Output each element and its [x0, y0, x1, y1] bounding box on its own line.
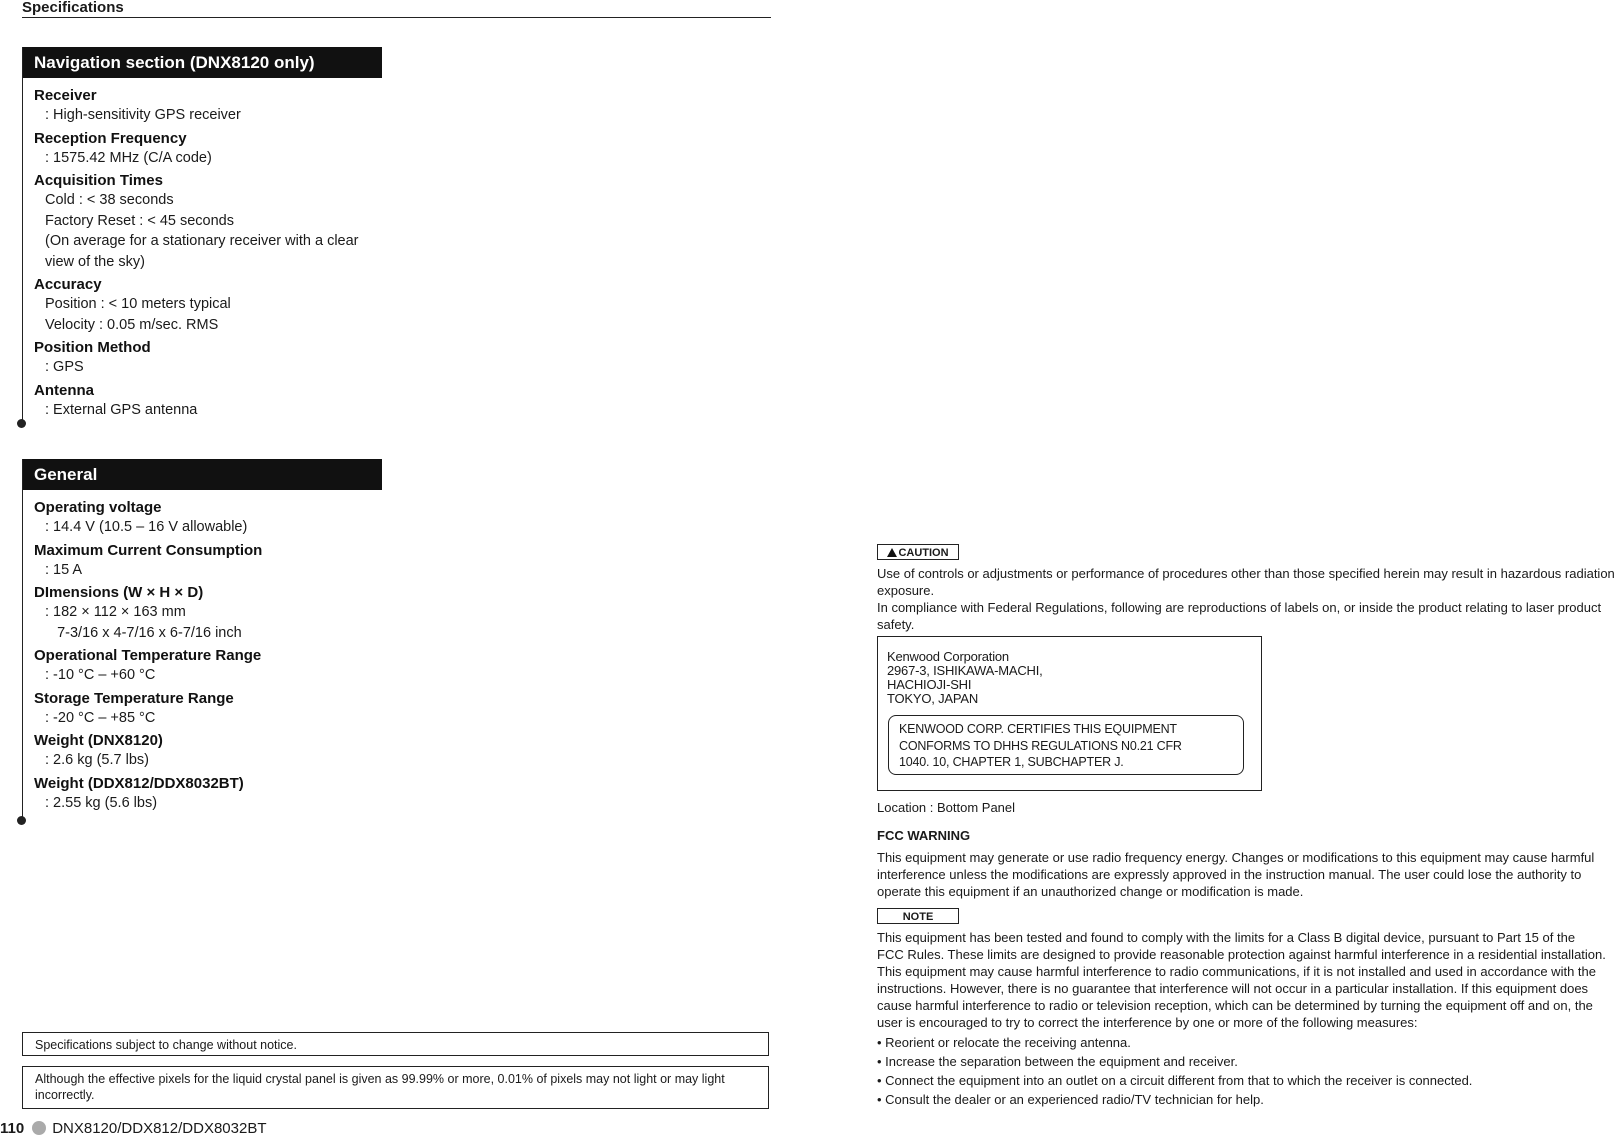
spec-item	[34, 646, 382, 686]
note-paragraph	[877, 929, 1623, 1031]
caution-line: safety.	[877, 617, 915, 632]
spec-label: Maximum Current Consumption	[34, 541, 263, 559]
text-line: user is encouraged to try to correct the interference by one or more of the following measures:	[877, 1015, 1418, 1030]
spec-label: Accuracy	[34, 276, 102, 293]
section-end-dot	[17, 816, 26, 825]
pixel-notice-box	[22, 1066, 769, 1109]
pixel-notice-line: Although the effective pixels for the liquid crystal panel is given as 99.99% or more, 0.01% of pixels may not light or may light	[35, 1072, 725, 1086]
general-spec-list	[22, 490, 382, 813]
spec-label: Position Method	[34, 339, 151, 356]
spec-value: : 14.4 V (10.5 – 16 V allowable)	[45, 519, 248, 535]
spec-item	[34, 498, 382, 538]
page-footer	[0, 1120, 266, 1138]
spec-label: Reception Frequency	[34, 129, 187, 147]
spec-item	[34, 338, 382, 378]
text-line: instructions. However, there is no guarantee that interference will not occur in a particular installation. If this equipment does	[877, 981, 1589, 996]
spec-label: Weight (DDX812/DDX8032BT)	[34, 774, 244, 792]
section-end-dot	[17, 419, 26, 428]
spec-item	[34, 731, 382, 771]
spec-value: : 182 × 112 × 163 mm	[45, 604, 186, 620]
spec-value: : 15 A	[45, 561, 83, 578]
pixel-notice-line: incorrectly.	[35, 1088, 95, 1102]
change-notice-text: Specifications subject to change without notice.	[35, 1038, 297, 1052]
spec-item	[34, 541, 382, 581]
spec-value: Position : < 10 meters typical	[45, 296, 231, 312]
note-text	[877, 929, 1623, 1110]
label-location: Location : Bottom Panel	[877, 800, 1016, 815]
spec-value: : -20 °C – +85 °C	[45, 709, 156, 726]
caution-line: In compliance with Federal Regulations, following are reproductions of labels on, or inside the product relating to laser product	[877, 600, 1602, 615]
footer-models: DNX8120/DDX812/DDX8032BT	[52, 1120, 267, 1137]
spec-item	[34, 275, 382, 335]
text-line: • Increase the separation between the equipment and receiver.	[877, 1054, 1238, 1069]
spec-item	[34, 86, 382, 126]
caution-tag	[877, 544, 959, 560]
certification-line: 1040. 10, CHAPTER 1, SUBCHAPTER J.	[899, 755, 1124, 769]
text-line: • Consult the dealer or an experienced radio/TV technician for help.	[877, 1092, 1264, 1107]
spec-label: Antenna	[34, 381, 94, 399]
spec-item	[34, 129, 382, 169]
section-rule	[22, 459, 23, 821]
spec-value: : 2.6 kg (5.7 lbs)	[45, 752, 149, 768]
spec-value: : External GPS antenna	[45, 401, 198, 418]
spec-label: Storage Temperature Range	[34, 689, 234, 707]
navigation-section-title: Navigation section (DNX8120 only)	[22, 47, 382, 78]
text-line: • Connect the equipment into an outlet on a circuit different from that to which the receiver is connected.	[877, 1073, 1473, 1088]
spec-label: Receiver	[34, 87, 97, 104]
spec-value: : High-sensitivity GPS receiver	[45, 107, 241, 123]
spec-value: Cold : < 38 seconds	[45, 192, 174, 208]
label-address-line: TOKYO, JAPAN	[887, 691, 979, 706]
certification-line: CONFORMS TO DHHS REGULATIONS N0.21 CFR	[899, 738, 1182, 753]
header-rule	[22, 17, 771, 18]
spec-label: Acquisition Times	[34, 172, 163, 189]
text-line: This equipment may cause harmful interference to radio communications, if it is not installed and used in accordance with the	[877, 964, 1596, 979]
change-notice-box	[22, 1032, 769, 1056]
certification-line: KENWOOD CORP. CERTIFIES THIS EQUIPMENT	[899, 722, 1177, 736]
spec-value: : 1575.42 MHz (C/A code)	[45, 149, 212, 166]
spec-label: Operational Temperature Range	[34, 647, 262, 664]
navigation-spec-list	[22, 78, 382, 420]
spec-item	[34, 583, 382, 643]
text-line: • Reorient or relocate the receiving antenna.	[877, 1035, 1131, 1050]
text-line: FCC Rules. These limits are designed to provide reasonable protection against harmful interference in a residential installation.	[877, 947, 1606, 962]
label-certification-box	[888, 715, 1244, 775]
page-number: 110	[0, 1120, 25, 1137]
fcc-line: operate this equipment if an unauthorized change or modification is made.	[877, 884, 1304, 899]
label-company: Kenwood Corporation	[887, 649, 1009, 664]
page-header-title: Specifications	[22, 0, 124, 16]
spec-label: DImensions (W × H × D)	[34, 584, 204, 601]
spec-value: (On average for a stationary receiver with a clear	[45, 233, 359, 249]
spec-label: Operating voltage	[34, 499, 162, 516]
label-address-line: 2967-3, ISHIKAWA-MACHI,	[887, 663, 1043, 678]
spec-item	[34, 171, 382, 272]
spec-value: Factory Reset : < 45 seconds	[45, 212, 234, 229]
spec-item	[34, 689, 382, 729]
warning-triangle-icon	[887, 548, 897, 557]
fcc-line: This equipment may generate or use radio frequency energy. Changes or modifications to this equipment may cause harmful	[877, 850, 1595, 865]
fcc-warning-text	[877, 849, 1623, 900]
navigation-section	[22, 47, 382, 423]
label-address-line: HACHIOJI-SHI	[887, 677, 972, 692]
spec-item	[34, 774, 382, 814]
section-rule	[22, 47, 23, 424]
general-section-title: General	[22, 459, 382, 490]
spec-item	[34, 381, 382, 421]
caution-tag-label: CAUTION	[898, 547, 949, 559]
text-line: cause harmful interference to radio or television reception, which can be determined by turning the equipment off and on, the	[877, 998, 1593, 1013]
caution-line: exposure.	[877, 583, 935, 598]
spec-value: 7-3/16 x 4-7/16 x 6-7/16 inch	[45, 624, 242, 641]
general-section	[22, 459, 382, 816]
laser-label-box	[877, 636, 1262, 791]
spec-value: view of the sky)	[45, 253, 145, 270]
footer-dot-icon	[32, 1121, 46, 1135]
label-address	[887, 650, 1043, 706]
fcc-warning-title: FCC WARNING	[877, 828, 971, 843]
spec-value: : 2.55 kg (5.6 lbs)	[45, 794, 158, 811]
spec-value: : -10 °C – +60 °C	[45, 667, 156, 683]
note-bullets	[877, 1034, 1623, 1108]
caution-line: Use of controls or adjustments or performance of procedures other than those specified herein may result in hazardous radiation	[877, 566, 1615, 581]
spec-value: : GPS	[45, 359, 84, 375]
note-tag: NOTE	[877, 908, 959, 924]
fcc-line: interference unless the modifications are expressly approved in the instruction manual. The user could lose the authority to	[877, 867, 1582, 882]
spec-value: Velocity : 0.05 m/sec. RMS	[45, 316, 219, 333]
spec-label: Weight (DNX8120)	[34, 732, 163, 749]
caution-text	[877, 565, 1623, 633]
text-line: This equipment has been tested and found to comply with the limits for a Class B digital device, pursuant to Part 15 of the	[877, 930, 1576, 945]
